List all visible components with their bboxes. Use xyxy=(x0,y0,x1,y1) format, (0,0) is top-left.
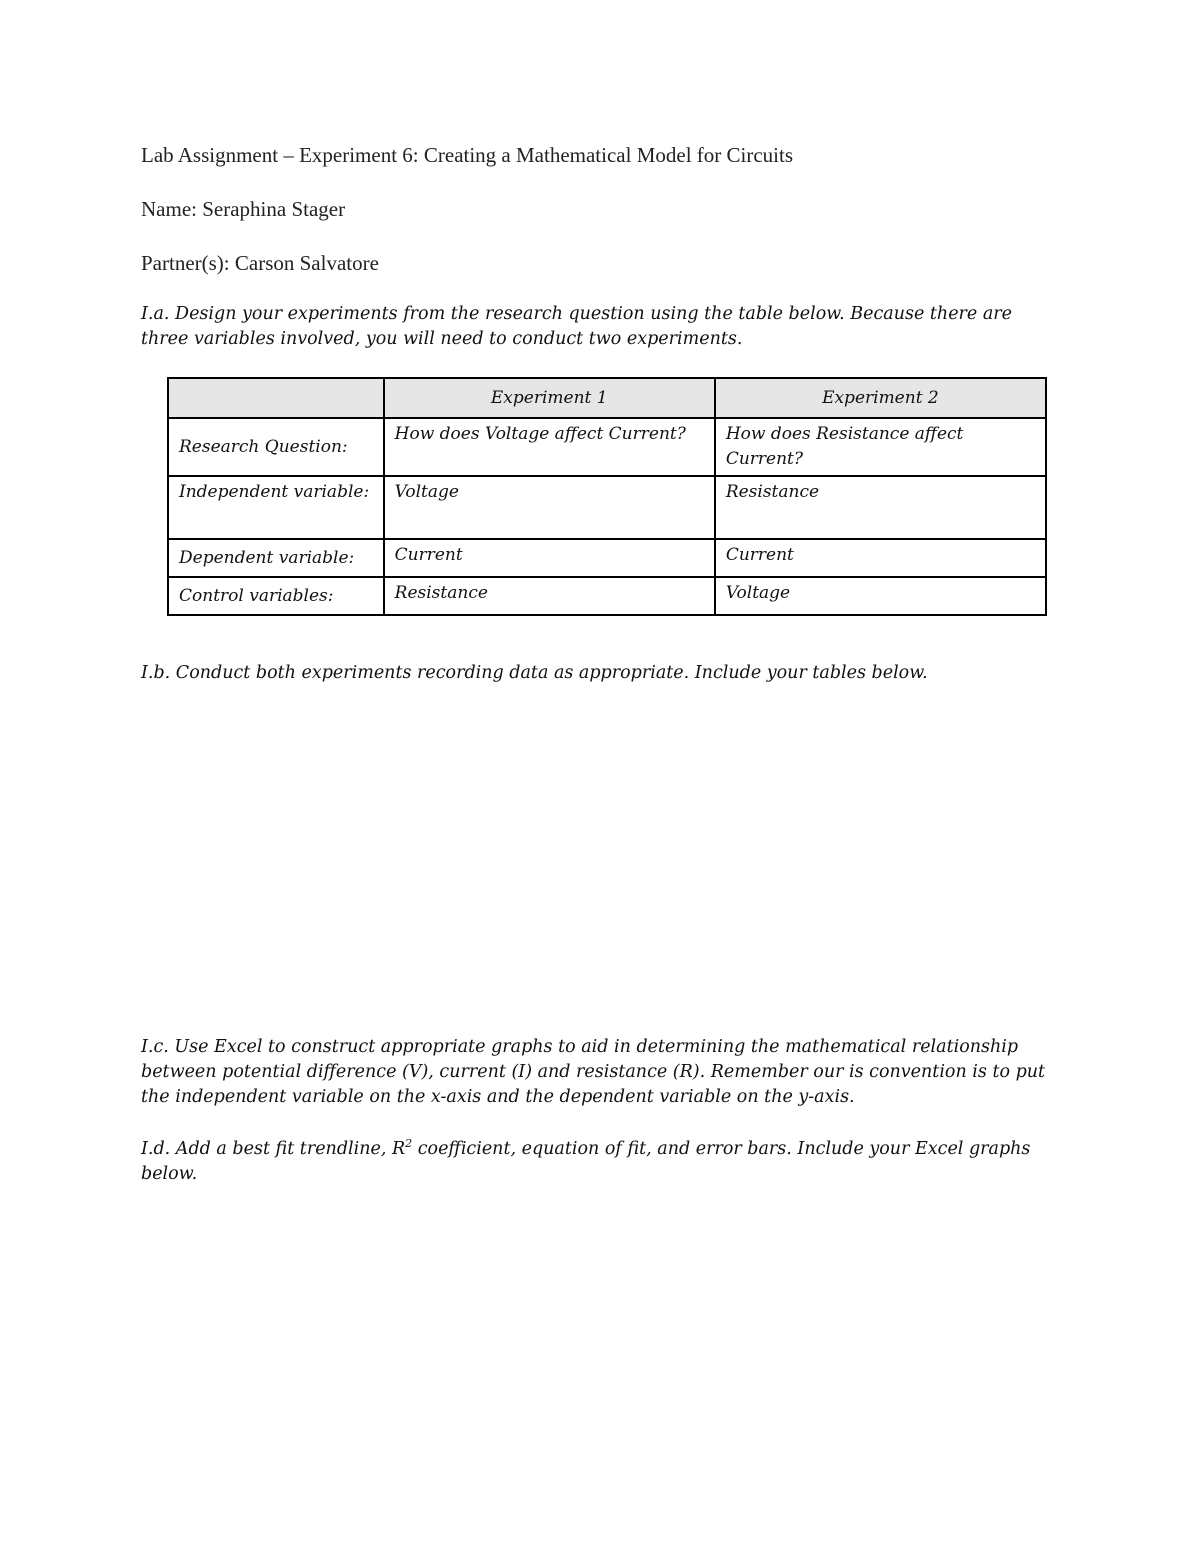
table-cell: Resistance xyxy=(384,577,715,615)
table-cell: How does Resistance affect Current? xyxy=(715,418,1046,476)
instruction-1b: I.b. Conduct both experiments recording data as appropriate. Include your tables below. xyxy=(141,663,928,683)
table-cell: Resistance xyxy=(715,476,1046,539)
instruction-1d xyxy=(141,1137,1061,1187)
page-title: Lab Assignment – Experiment 6: Creating a Mathematical Model for Circuits xyxy=(141,143,794,167)
table-header-row xyxy=(168,378,1046,418)
table-cell: Current xyxy=(715,539,1046,577)
r-squared-superscript: 2 xyxy=(405,1137,413,1151)
partner-names: Partner(s): Carson Salvatore xyxy=(141,251,379,275)
table-header-cell: Experiment 2 xyxy=(715,378,1046,418)
student-name: Name: Seraphina Stager xyxy=(141,197,346,221)
table-row xyxy=(168,539,1046,577)
instruction-1d-text-before: I.d. Add a best fit trendline, R xyxy=(141,1139,406,1159)
table-header-cell-empty xyxy=(168,378,384,418)
instruction-1c: I.c. Use Excel to construct appropriate graphs to aid in determining the mathematical relationship between potential difference (V), current (I) and resistance (R). Remember our is convention is to put the independent variable on the x-axis and the dependent variable on the y-axis. xyxy=(141,1037,1046,1107)
row-label: Control variables: xyxy=(168,577,384,615)
instruction-1a: I.a. Design your experiments from the research question using the table below. Because there are three variables involved, you will need to conduct two experiments. xyxy=(141,304,1012,349)
table-row xyxy=(168,418,1046,476)
table-row xyxy=(168,577,1046,615)
table-cell: Voltage xyxy=(715,577,1046,615)
table-row xyxy=(168,476,1046,539)
row-label: Research Question: xyxy=(168,418,384,476)
table-cell: Voltage xyxy=(384,476,715,539)
row-label: Dependent variable: xyxy=(168,539,384,577)
table-cell: Current xyxy=(384,539,715,577)
experiment-design-table xyxy=(167,377,1047,616)
instruction-1d-text-after: coefficient, equation of fit, and error bars. Include your Excel graphs below. xyxy=(141,1139,1031,1184)
table-cell: How does Voltage affect Current? xyxy=(384,418,715,476)
row-label: Independent variable: xyxy=(168,476,384,539)
table-header-cell: Experiment 1 xyxy=(384,378,715,418)
